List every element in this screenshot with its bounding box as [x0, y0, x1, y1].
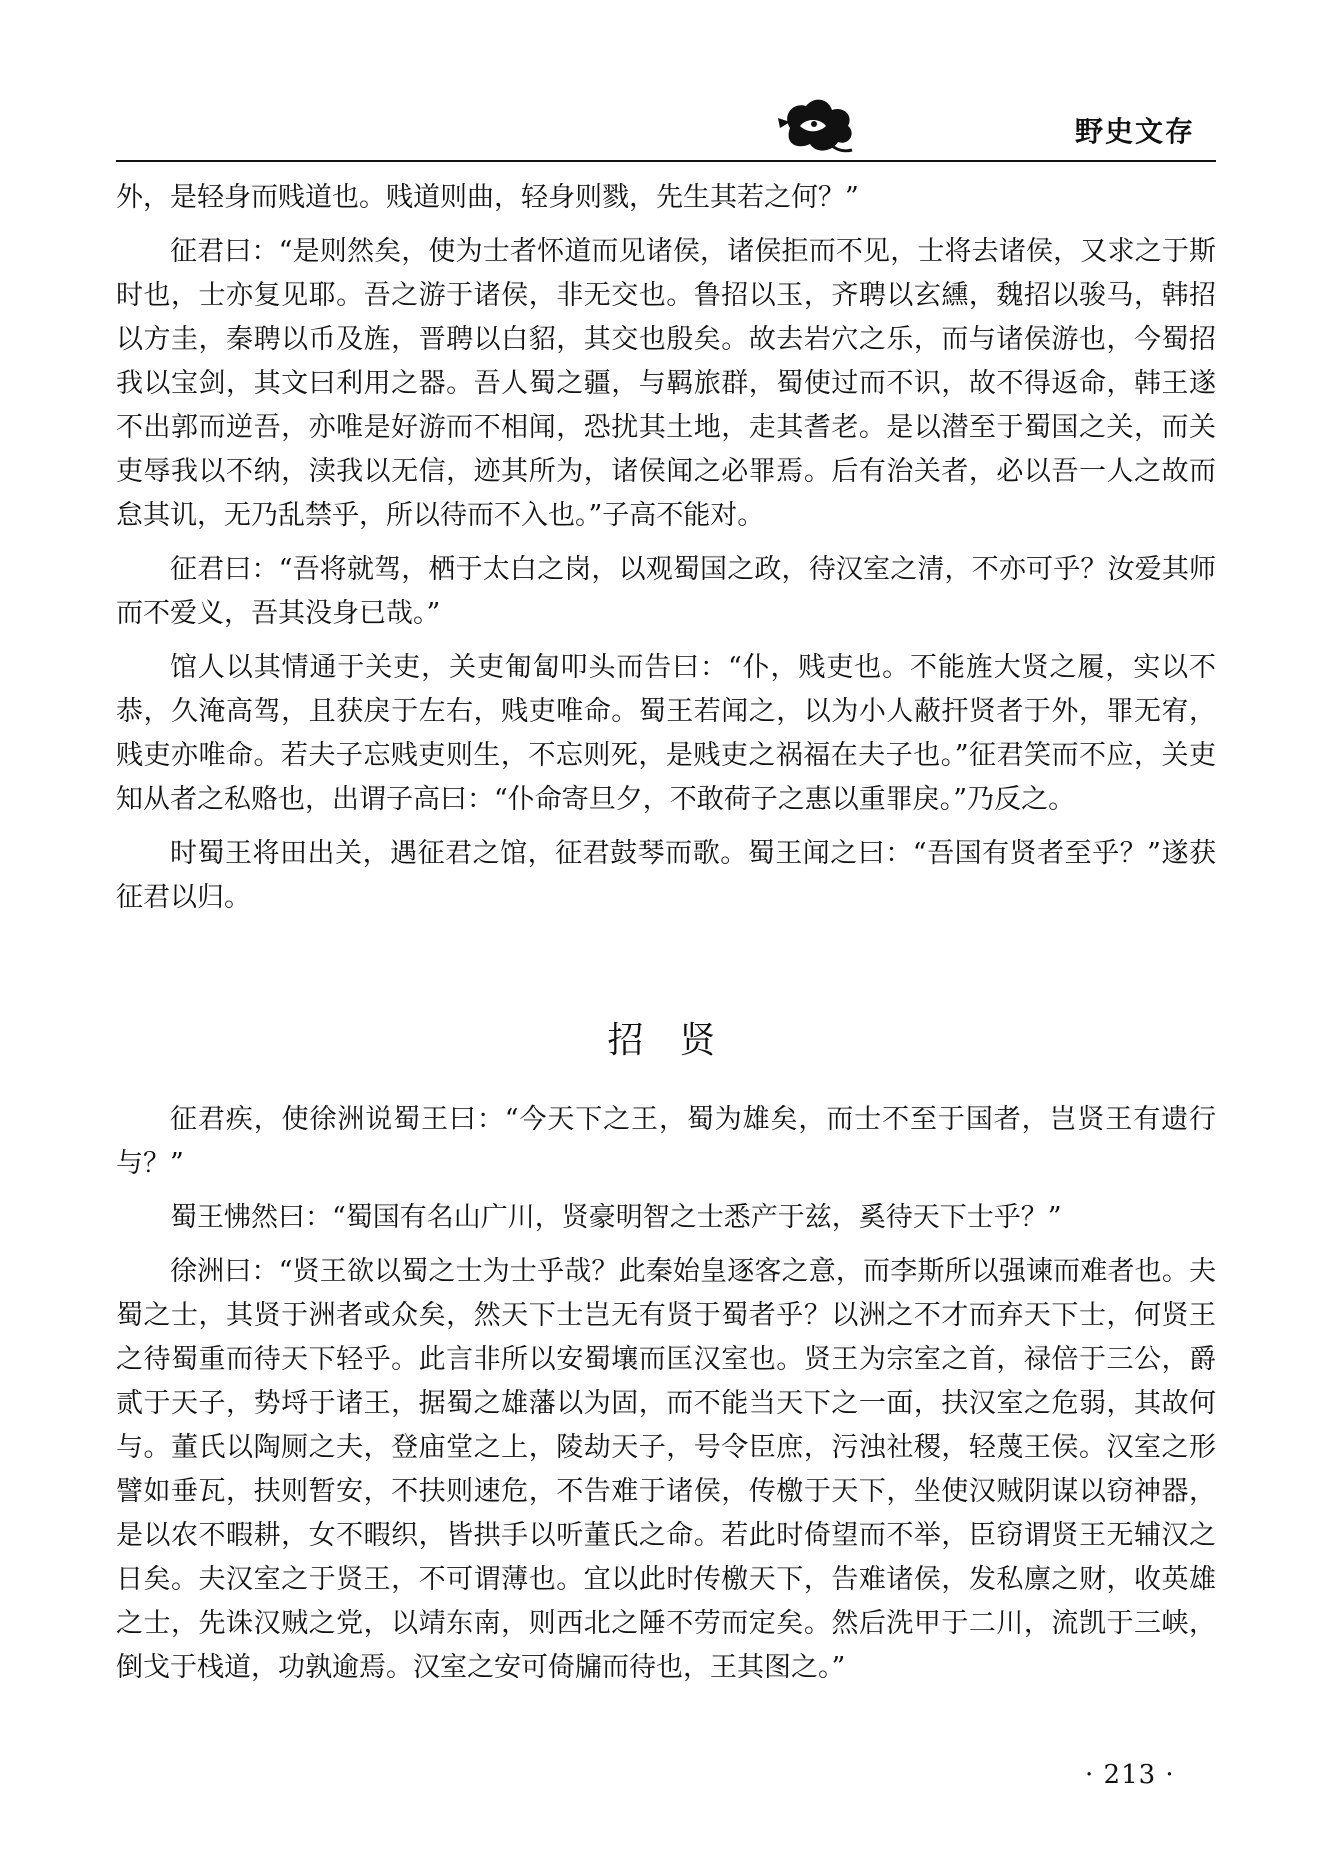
section-1-body: [116, 176, 1216, 930]
paragraph: 征君疾，使徐洲说蜀王曰：“今天下之王，蜀为雄矣，而士不至于国者，岂贤王有遗行与？”: [116, 1104, 1216, 1179]
paragraph: 征君曰：“吾将就驾，栖于太白之岗，以观蜀国之政，待汉室之清，不亦可乎？汝爱其师而不爱义，吾其没身已哉。”: [116, 554, 1216, 629]
section-2-body: [116, 1098, 1216, 1700]
dragon-logo-icon: [770, 88, 862, 158]
section-title: 招贤: [607, 1020, 752, 1061]
paragraph: 征君曰：“是则然矣，使为士者怀道而见诸侯，诸侯拒而不见，士将去诸侯，又求之于斯时也，士亦复见耶。吾之游于诸侯，非无交也。鲁招以玉，齐聘以玄纁，魏招以骏马，韩招以方圭，秦聘以币及旌，晋聘以白貂，其交也殷矣。故去岩穴之乐，而与诸侯游也，今蜀招我以宝剑，其文曰利用之器。吾人蜀之疆，与羁旅群，蜀使过而不识，故不得返命，韩王遂不出郭而逆吾，亦唯是好游而不相闻，恐扰其土地，走其耆老。是以潜至于蜀国之关，而关吏辱我以不纳，渎我以无信，迹其所为，诸侯闻之必罪焉。后有治关者，必以吾一人之故而怠其讥，无乃乱禁乎，所以待而不入也。”子高不能对。: [116, 236, 1216, 531]
paragraph: 外，是轻身而贱道也。贱道则曲，轻身则戮，先生其若之何？”: [116, 182, 859, 213]
paragraph: 馆人以其情通于关吏，关吏匍匐叩头而告曰：“仆，贱吏也。不能旌大贤之履，实以不恭，久淹高驾，且获戾于左右，贱吏唯命。蜀王若闻之，以为小人蔽扞贤者于外，罪无宥，贱吏亦唯命。若夫子忘贱吏则生，不忘则死，是贱吏之祸福在夫子也。”征君笑而不应，关吏知从者之私赂也，出谓子高曰：“仆命寄旦夕，不敢荷子之惠以重罪戾。”乃反之。: [116, 652, 1216, 815]
paragraph: 徐洲曰：“贤王欲以蜀之士为士乎哉？此秦始皇逐客之意，而李斯所以强谏而难者也。夫蜀之士，其贤于洲者或众矣，然天下士岂无有贤于蜀者乎？以洲之不才而弃天下士，何贤王之待蜀重而待天下轻乎。此言非所以安蜀壤而匡汉室也。贤王为宗室之首，禄倍于三公，爵贰于天子，势埒于诸王，据蜀之雄藩以为固，而不能当天下之一面，扶汉室之危弱，其故何与。董氏以陶厕之夫，登庙堂之上，陵劫天子，号令臣庶，污浊社稷，轻蔑王侯。汉室之形譬如垂瓦，扶则暂安，不扶则速危，不告难于诸侯，传檄于天下，坐使汉贼阴谋以窃神器，是以农不暇耕，女不暇织，皆拱手以听董氏之命。若此时倚望而不举，臣窃谓贤王无辅汉之日矣。夫汉室之于贤王，不可谓薄也。宜以此时传檄天下，告难诸侯，发私廪之财，收英雄之士，先诛汉贼之党，以靖东南，则西北之陲不劳而定矣。然后洗甲于二川，流凯于三峡，倒戈于栈道，功孰逾焉。汉室之安可倚牖而待也，王其图之。”: [116, 1256, 1216, 1683]
paragraph: 时蜀王将田出关，遇征君之馆，征君鼓琴而歌。蜀王闻之曰：“吾国有贤者至乎？”遂获征君以归。: [116, 838, 1216, 913]
header-divider: [116, 160, 1216, 162]
running-header-title: 野史文存: [1075, 115, 1196, 148]
page-number: · 213 ·: [1085, 1760, 1175, 1790]
paragraph: 蜀王怫然曰：“蜀国有名山广川，贤豪明智之士悉产于兹，奚待天下士乎？”: [170, 1202, 1062, 1233]
